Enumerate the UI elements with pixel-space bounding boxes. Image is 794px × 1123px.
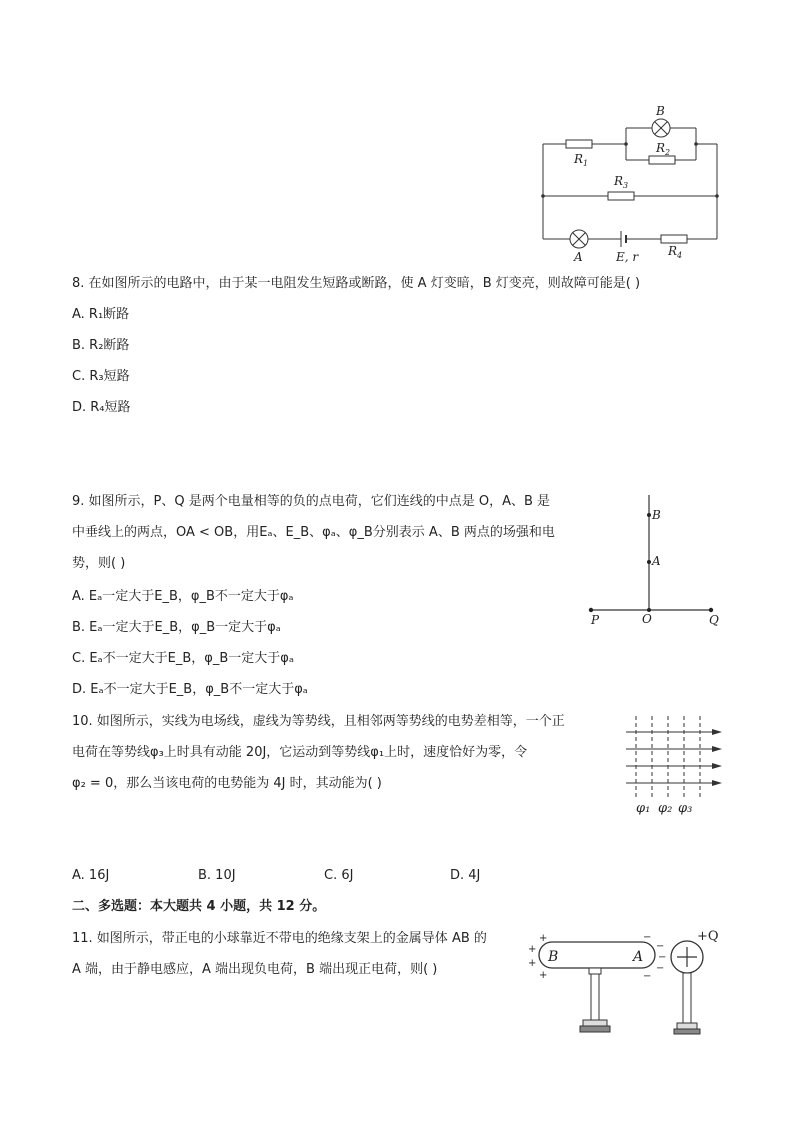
q9-stem-line-1: 9. 如图所示，P、Q 是两个电量相等的负的点电荷，它们连线的中点是 O，A、B 是 <box>72 494 551 509</box>
field-lines-diagram <box>624 712 724 817</box>
equipotential-label-3: φ₃ <box>678 801 693 816</box>
q10-option-a[interactable]: A. 16J <box>72 868 110 883</box>
charge-q-label: Q <box>709 613 719 627</box>
label-source: E, r <box>616 250 639 264</box>
q9-stem-line-2: 中垂线上的两点，OA < OB，用Eₐ、E_B、φₐ、φ_B分别表示 A、B 两点的场强和电 <box>72 525 555 540</box>
label-r3: $R_3$ <box>614 174 629 190</box>
point-b-label: B <box>652 508 661 522</box>
svg-text:+: + <box>539 970 548 981</box>
charges-diagram <box>585 490 725 630</box>
point-a-label: A <box>652 554 661 568</box>
q10-option-d[interactable]: D. 4J <box>450 868 481 883</box>
q9-stem-line-3: 势，则( ) <box>72 556 126 571</box>
q9-option-a[interactable]: A. Eₐ一定大于E_B，φ_B不一定大于φₐ <box>72 589 294 604</box>
label-r4: $R_4$ <box>668 244 683 260</box>
svg-text:+: + <box>528 944 537 955</box>
label-r1: $R_1$ <box>574 152 589 168</box>
svg-text:−: − <box>643 971 652 982</box>
q9-option-c[interactable]: C. Eₐ不一定大于E_B，φ_B一定大于φₐ <box>72 651 294 666</box>
q10-stem-line-2: 电荷在等势线φ₃上时具有动能 20J，它运动到等势线φ₁上时，速度恰好为零，令 <box>72 745 528 760</box>
label-a: A <box>574 250 583 264</box>
q10-stem-line-1: 10. 如图所示，实线为电场线，虚线为等势线，且相邻两等势线的电势差相等，一个正 <box>72 714 565 729</box>
ball-charge-label: +Q <box>697 929 719 944</box>
q10-option-c[interactable]: C. 6J <box>324 868 354 883</box>
svg-text:+: + <box>528 958 537 969</box>
equipotential-label-1: φ₁ <box>636 801 651 816</box>
svg-text:−: − <box>643 932 652 943</box>
q8-option-c[interactable]: C. R₃短路 <box>72 369 130 384</box>
q8-option-a[interactable]: A. R₁断路 <box>72 307 130 322</box>
midpoint-o-label: O <box>642 612 652 626</box>
q8-stem: 8. 在如图所示的电路中，由于某一电阻发生短路或断路，使 A 灯变暗，B 灯变亮，则故障可能是( ) <box>72 276 641 291</box>
conductor-end-a-label: A <box>633 949 644 965</box>
q10-stem-line-3: φ₂ = 0，那么当该电荷的电势能为 4J 时，其动能为( ) <box>72 776 382 791</box>
svg-text:−: − <box>656 963 665 974</box>
svg-text:−: − <box>656 941 665 952</box>
q8-option-b[interactable]: B. R₂断路 <box>72 338 130 353</box>
resistor-r4 <box>661 235 687 243</box>
svg-text:+: + <box>539 933 548 944</box>
label-b: B <box>656 104 665 118</box>
q11-stem-line-2: A 端，由于静电感应，A 端出现负电荷，B 端出现正电荷，则( ) <box>72 962 438 977</box>
q10-option-b[interactable]: B. 10J <box>198 868 236 883</box>
q11-stem-line-1: 11. 如图所示，带正电的小球靠近不带电的绝缘支架上的金属导体 AB 的 <box>72 931 487 946</box>
equipotential-label-2: φ₂ <box>658 801 673 816</box>
svg-text:−: − <box>658 952 667 963</box>
label-r2: $R_2$ <box>656 141 671 157</box>
conductor-end-b-label: B <box>548 949 559 965</box>
q9-option-d[interactable]: D. Eₐ不一定大于E_B，φ_B不一定大于φₐ <box>72 682 308 697</box>
electrostatic-induction-diagram <box>525 922 725 1042</box>
resistor-r1 <box>566 140 592 148</box>
circuit-diagram <box>530 100 730 270</box>
resistor-r2 <box>649 156 675 164</box>
section-heading-multi-choice: 二、多选题：本大题共 4 小题，共 12 分。 <box>72 899 326 914</box>
resistor-r3 <box>608 192 634 200</box>
q9-option-b[interactable]: B. Eₐ一定大于E_B，φ_B一定大于φₐ <box>72 620 281 635</box>
charge-p-label: P <box>591 613 600 627</box>
q8-option-d[interactable]: D. R₄短路 <box>72 400 131 415</box>
